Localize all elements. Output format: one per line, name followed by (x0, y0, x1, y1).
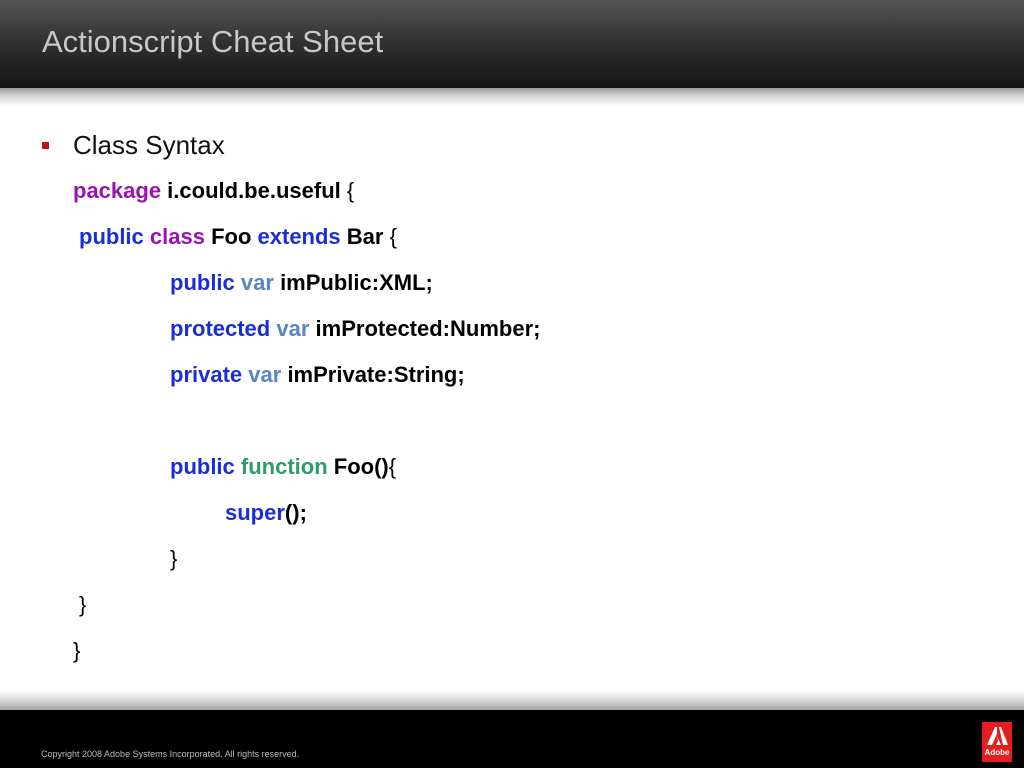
code-line-close-package (73, 637, 80, 665)
code-line-constructor (170, 453, 396, 481)
code-line-protected-var (170, 315, 540, 343)
declaration: imProtected:Number; (309, 316, 541, 341)
keyword: public (170, 454, 235, 479)
constructor-name: Foo() (327, 454, 389, 479)
keyword: package (73, 178, 162, 203)
declaration: imPublic:XML; (273, 270, 433, 295)
code-line-super (225, 499, 307, 527)
parent-class-name: Bar (340, 224, 390, 249)
keyword: var (248, 362, 282, 387)
brace: { (388, 454, 397, 479)
call-parens: (); (284, 500, 307, 525)
keyword: private (170, 362, 243, 387)
adobe-logo (982, 722, 1012, 762)
header-shadow (0, 88, 1024, 106)
brace: { (389, 224, 397, 249)
bullet-text: Class Syntax (73, 130, 225, 160)
keyword: var (276, 316, 310, 341)
code-line-close-constructor (170, 545, 177, 573)
footer-shadow (0, 690, 1024, 710)
keyword: protected (170, 316, 271, 341)
logo-wordmark: Adobe (984, 748, 1010, 757)
declaration: imPrivate:String; (281, 362, 465, 387)
brace: } (73, 638, 81, 663)
keyword: public (170, 270, 235, 295)
keyword: function (240, 454, 328, 479)
keyword: var (240, 270, 274, 295)
code-line-public-var (170, 269, 433, 297)
slide-footer (0, 710, 1024, 768)
adobe-a-icon (982, 722, 1012, 748)
code-line-close-class (79, 591, 86, 619)
keyword: public (79, 224, 144, 249)
slide-title: Actionscript Cheat Sheet (42, 24, 384, 59)
brace: { (346, 178, 355, 203)
code-line-private-var (170, 361, 465, 389)
code-line-package (73, 177, 354, 205)
keyword: extends (257, 224, 341, 249)
brace: } (170, 546, 178, 571)
brace: } (79, 592, 87, 617)
keyword: super (225, 500, 285, 525)
bullet-marker (42, 142, 49, 149)
keyword: class (149, 224, 205, 249)
copyright-text: Copyright 2008 Adobe Systems Incorporated. All rights reserved. (41, 749, 300, 759)
package-name: i.could.be.useful (161, 178, 347, 203)
class-name: Foo (204, 224, 258, 249)
code-line-class (79, 223, 397, 251)
